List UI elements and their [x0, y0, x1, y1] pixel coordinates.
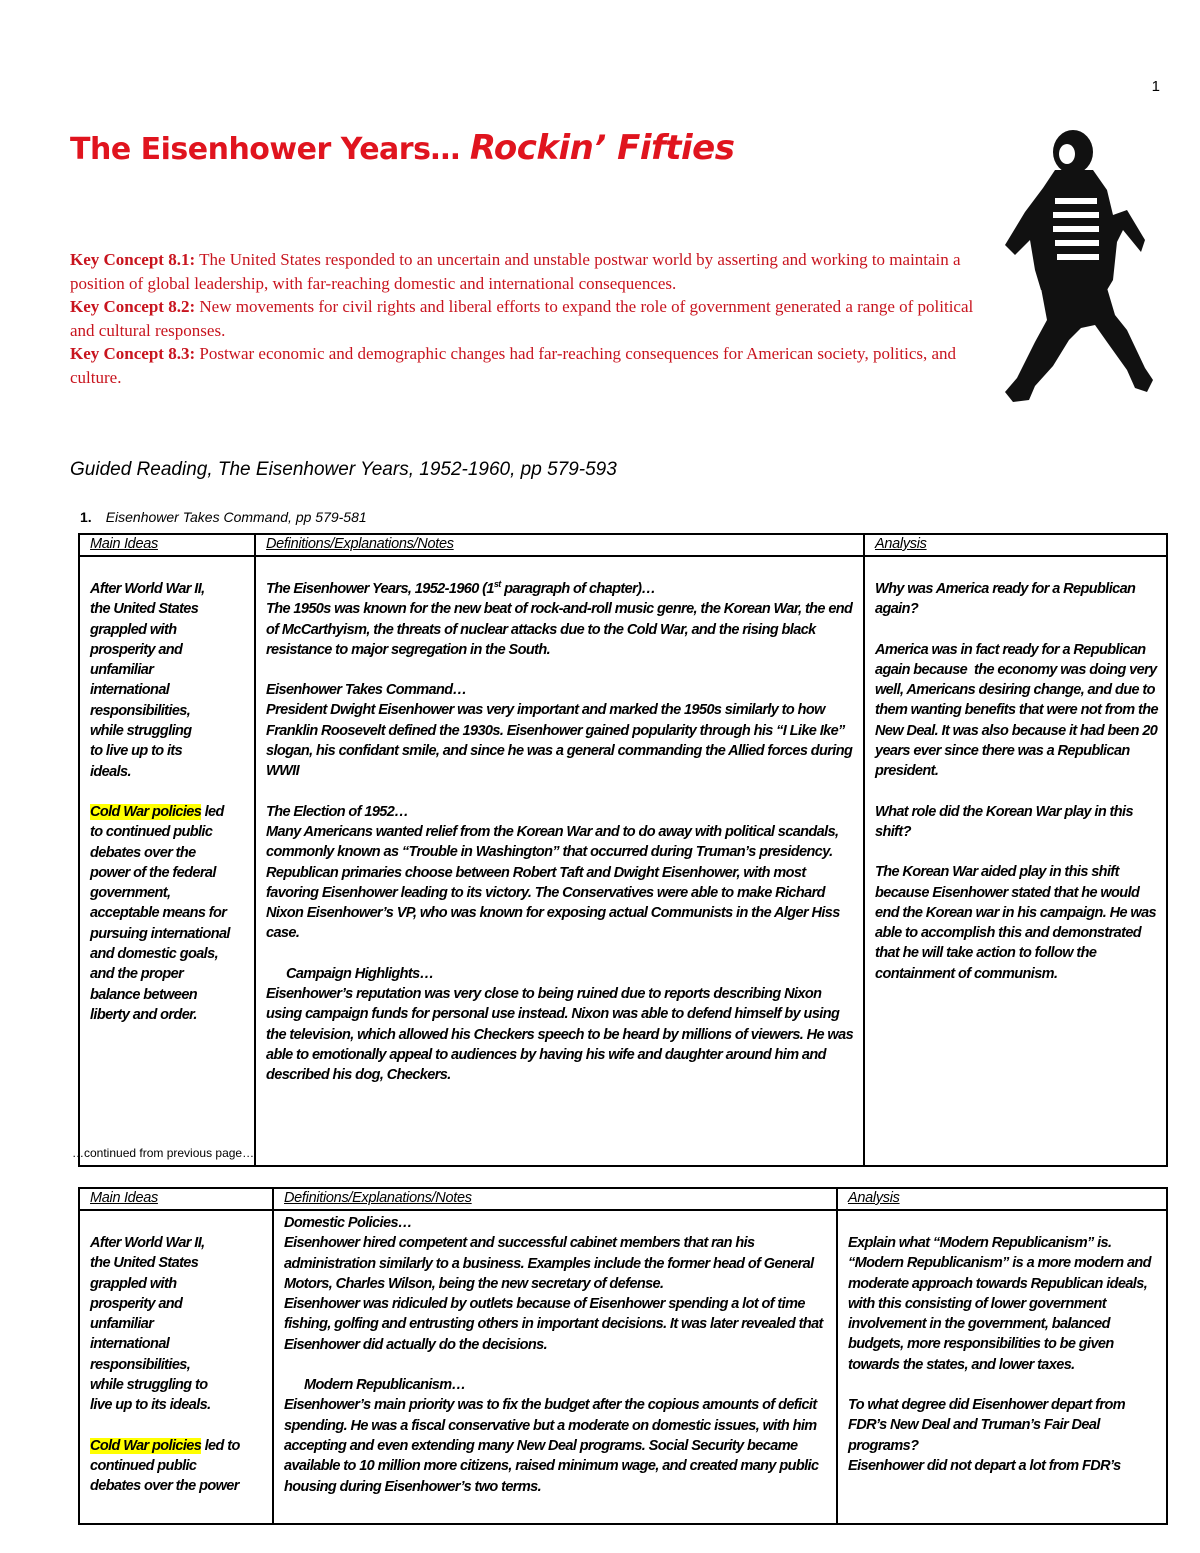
analysis-question: What role did the Korean War play in this shift?: [875, 803, 1137, 840]
section-number: 1.: [80, 509, 92, 525]
notes-cell: [255, 556, 864, 1166]
analysis-question: To what degree did Eisenhower depart from FDR’s New Deal and Truman’s Fair Deal programs?: [848, 1397, 1129, 1454]
note-heading: Campaign Highlights…: [286, 965, 434, 982]
header-analysis: Analysis: [837, 1188, 1167, 1210]
note-text: President Dwight Eisenhower was very important and marked the 1950s similarly to how Franklin Roosevelt defined the 1930s. Eisenhower gained popularity through his “I Like Ike” slogan, his confidant smile, and since he was a general commanding the Allied forces during WWII: [266, 702, 856, 780]
main-idea-text: led to continued public debates over the power of the federal government, acceptable means for pursuing international and domestic goals, and the proper balance between liberty and order.: [90, 803, 230, 1023]
note-heading: Modern Republicanism…: [304, 1377, 466, 1394]
notes-table-2: [78, 1187, 1168, 1525]
note-text: Eisenhower’s main priority was to fix the budget after the copious amounts of deficit spending. He was a fiscal conservative but a moderate on domestic issues, with him accepting and even extending many New Deal programs. Social Security became available to 10 million more citizens, raised minimum wage, and created many public housing during Eisenhower’s two terms.: [284, 1397, 822, 1495]
section-title: Eisenhower Takes Command, pp 579-581: [105, 509, 367, 525]
analysis-cell: [864, 556, 1167, 1166]
cold-war-highlight: Cold War policies: [90, 803, 202, 820]
key-concept-text: New movements for civil rights and liberal efforts to expand the role of government generated a range of political and cultural responses.: [70, 297, 974, 340]
title-main: The Eisenhower Years…: [70, 132, 470, 167]
header-main-ideas: Main Ideas: [79, 1188, 273, 1210]
key-concept-8-3: [70, 342, 985, 389]
notes-cell: [273, 1210, 837, 1524]
main-idea-text: After World War II, the United States grappled with prosperity and unfamiliar international responsibilities, while struggling to live up to its ideals.: [90, 1235, 211, 1414]
cold-war-highlight: Cold War policies: [90, 1437, 202, 1454]
note-text: Eisenhower hired competent and successful cabinet members that ran his administration similarly to a business. Examples include the former head of General Motors, Charles Wilson, being the new secretary of defense. Eisenhower was ridiculed by outlets because of Eisenhower spending a lot of time fishing, golfing and entrusting others in important decisions. It was later revealed that Eisenhower did actually do the decisions.: [284, 1235, 823, 1353]
key-concept-8-1: [70, 248, 985, 295]
analysis-answer: “Modern Republicanism” is a more modern and moderate approach towards Republican ideals, with this consisting of lower government involvement in the government, balanced budgets, more responsibilities to be given towards the states, and lower taxes.: [848, 1255, 1155, 1373]
elvis-dancing-silhouette-icon: [995, 130, 1155, 405]
main-ideas-cell: [79, 556, 255, 1166]
notes-table-1: [78, 533, 1168, 1167]
header-definitions: Definitions/Explanations/Notes: [273, 1188, 837, 1210]
key-concept-label: Key Concept 8.2:: [70, 297, 196, 316]
analysis-answer: Eisenhower did not depart a lot from FDR’s: [848, 1457, 1121, 1474]
continued-note: …continued from previous page…: [72, 1146, 255, 1160]
title-accent: Rockin’ Fifties: [469, 128, 735, 168]
analysis-question: Why was America ready for a Republican again?: [875, 581, 1139, 618]
note-text: Many Americans wanted relief from the Korean War and to do away with political scandals, commonly known as “Trouble in Washington” that occurred during Truman’s presidency. Republican primaries choose between Robert Taft and Dwight Eisenhower, with most favoring Eisenhower leading to its victory. The Conservatives were able to make Richard Nixon Eisenhower’s VP, who was known for exposing actual Communists in the Alger Hiss case.: [266, 823, 844, 942]
analysis-question: Explain what “Modern Republicanism” is.: [848, 1235, 1112, 1251]
note-heading: Domestic Policies…: [284, 1215, 412, 1231]
key-concepts: [70, 248, 985, 389]
key-concept-label: Key Concept 8.1:: [70, 250, 196, 269]
section-heading: [80, 509, 367, 525]
header-definitions: Definitions/Explanations/Notes: [255, 534, 864, 556]
analysis-answer: America was in fact ready for a Republican again because the economy was doing very well, Americans desiring change, and due to them wanting benefits that were not from the New Deal. It was also because it had been 20 years ever since there was a Republican president.: [875, 641, 1162, 780]
header-main-ideas: Main Ideas: [79, 534, 255, 556]
key-concept-text: Postwar economic and demographic changes had far-reaching consequences for American society, politics, and culture.: [70, 344, 957, 387]
note-text: Eisenhower’s reputation was very close to being ruined due to reports describing Nixon using campaign funds for personal use instead. Nixon was able to defend himself by using the television, which allowed his Checkers speech to be heard by millions of viewers. He was able to emotionally appeal to audiences by having his wife and daughter around him and described his dog, Checkers.: [266, 986, 857, 1084]
key-concept-8-2: [70, 295, 985, 342]
analysis-cell: [837, 1210, 1167, 1524]
main-idea-text: led to continued public debates over the power: [90, 1437, 240, 1495]
note-heading: The Eisenhower Years, 1952-1960 (1st paragraph of chapter)…: [266, 579, 656, 597]
guided-reading-heading: Guided Reading, The Eisenhower Years, 1952-1960, pp 579-593: [70, 459, 617, 480]
header-analysis: Analysis: [864, 534, 1167, 556]
key-concept-label: Key Concept 8.3:: [70, 344, 196, 363]
main-idea-text: After World War II, the United States grappled with prosperity and unfamiliar international responsibilities, while struggling to live up to its ideals.: [90, 581, 205, 780]
page-title: [70, 128, 734, 168]
key-concept-text: The United States responded to an uncertain and unstable postwar world by asserting and working to maintain a position of global leadership, with far-reaching domestic and international consequences.: [70, 250, 961, 293]
note-heading: Eisenhower Takes Command…: [266, 682, 467, 699]
note-text: The 1950s was known for the new beat of rock-and-roll music genre, the Korean War, the end of McCarthyism, the threats of nuclear attacks due to the Cold War, and the rising black resistance to major segregation in the South.: [266, 601, 856, 658]
page-number: 1: [1151, 78, 1160, 95]
analysis-answer: The Korean War aided play in this shift because Eisenhower stated that he would end the Korean war in his campaign. He was able to accomplish this and demonstrated that he will take action to follow the containment of communism.: [875, 864, 1160, 982]
note-heading: The Election of 1952…: [266, 803, 409, 820]
main-ideas-cell: [79, 1210, 273, 1524]
